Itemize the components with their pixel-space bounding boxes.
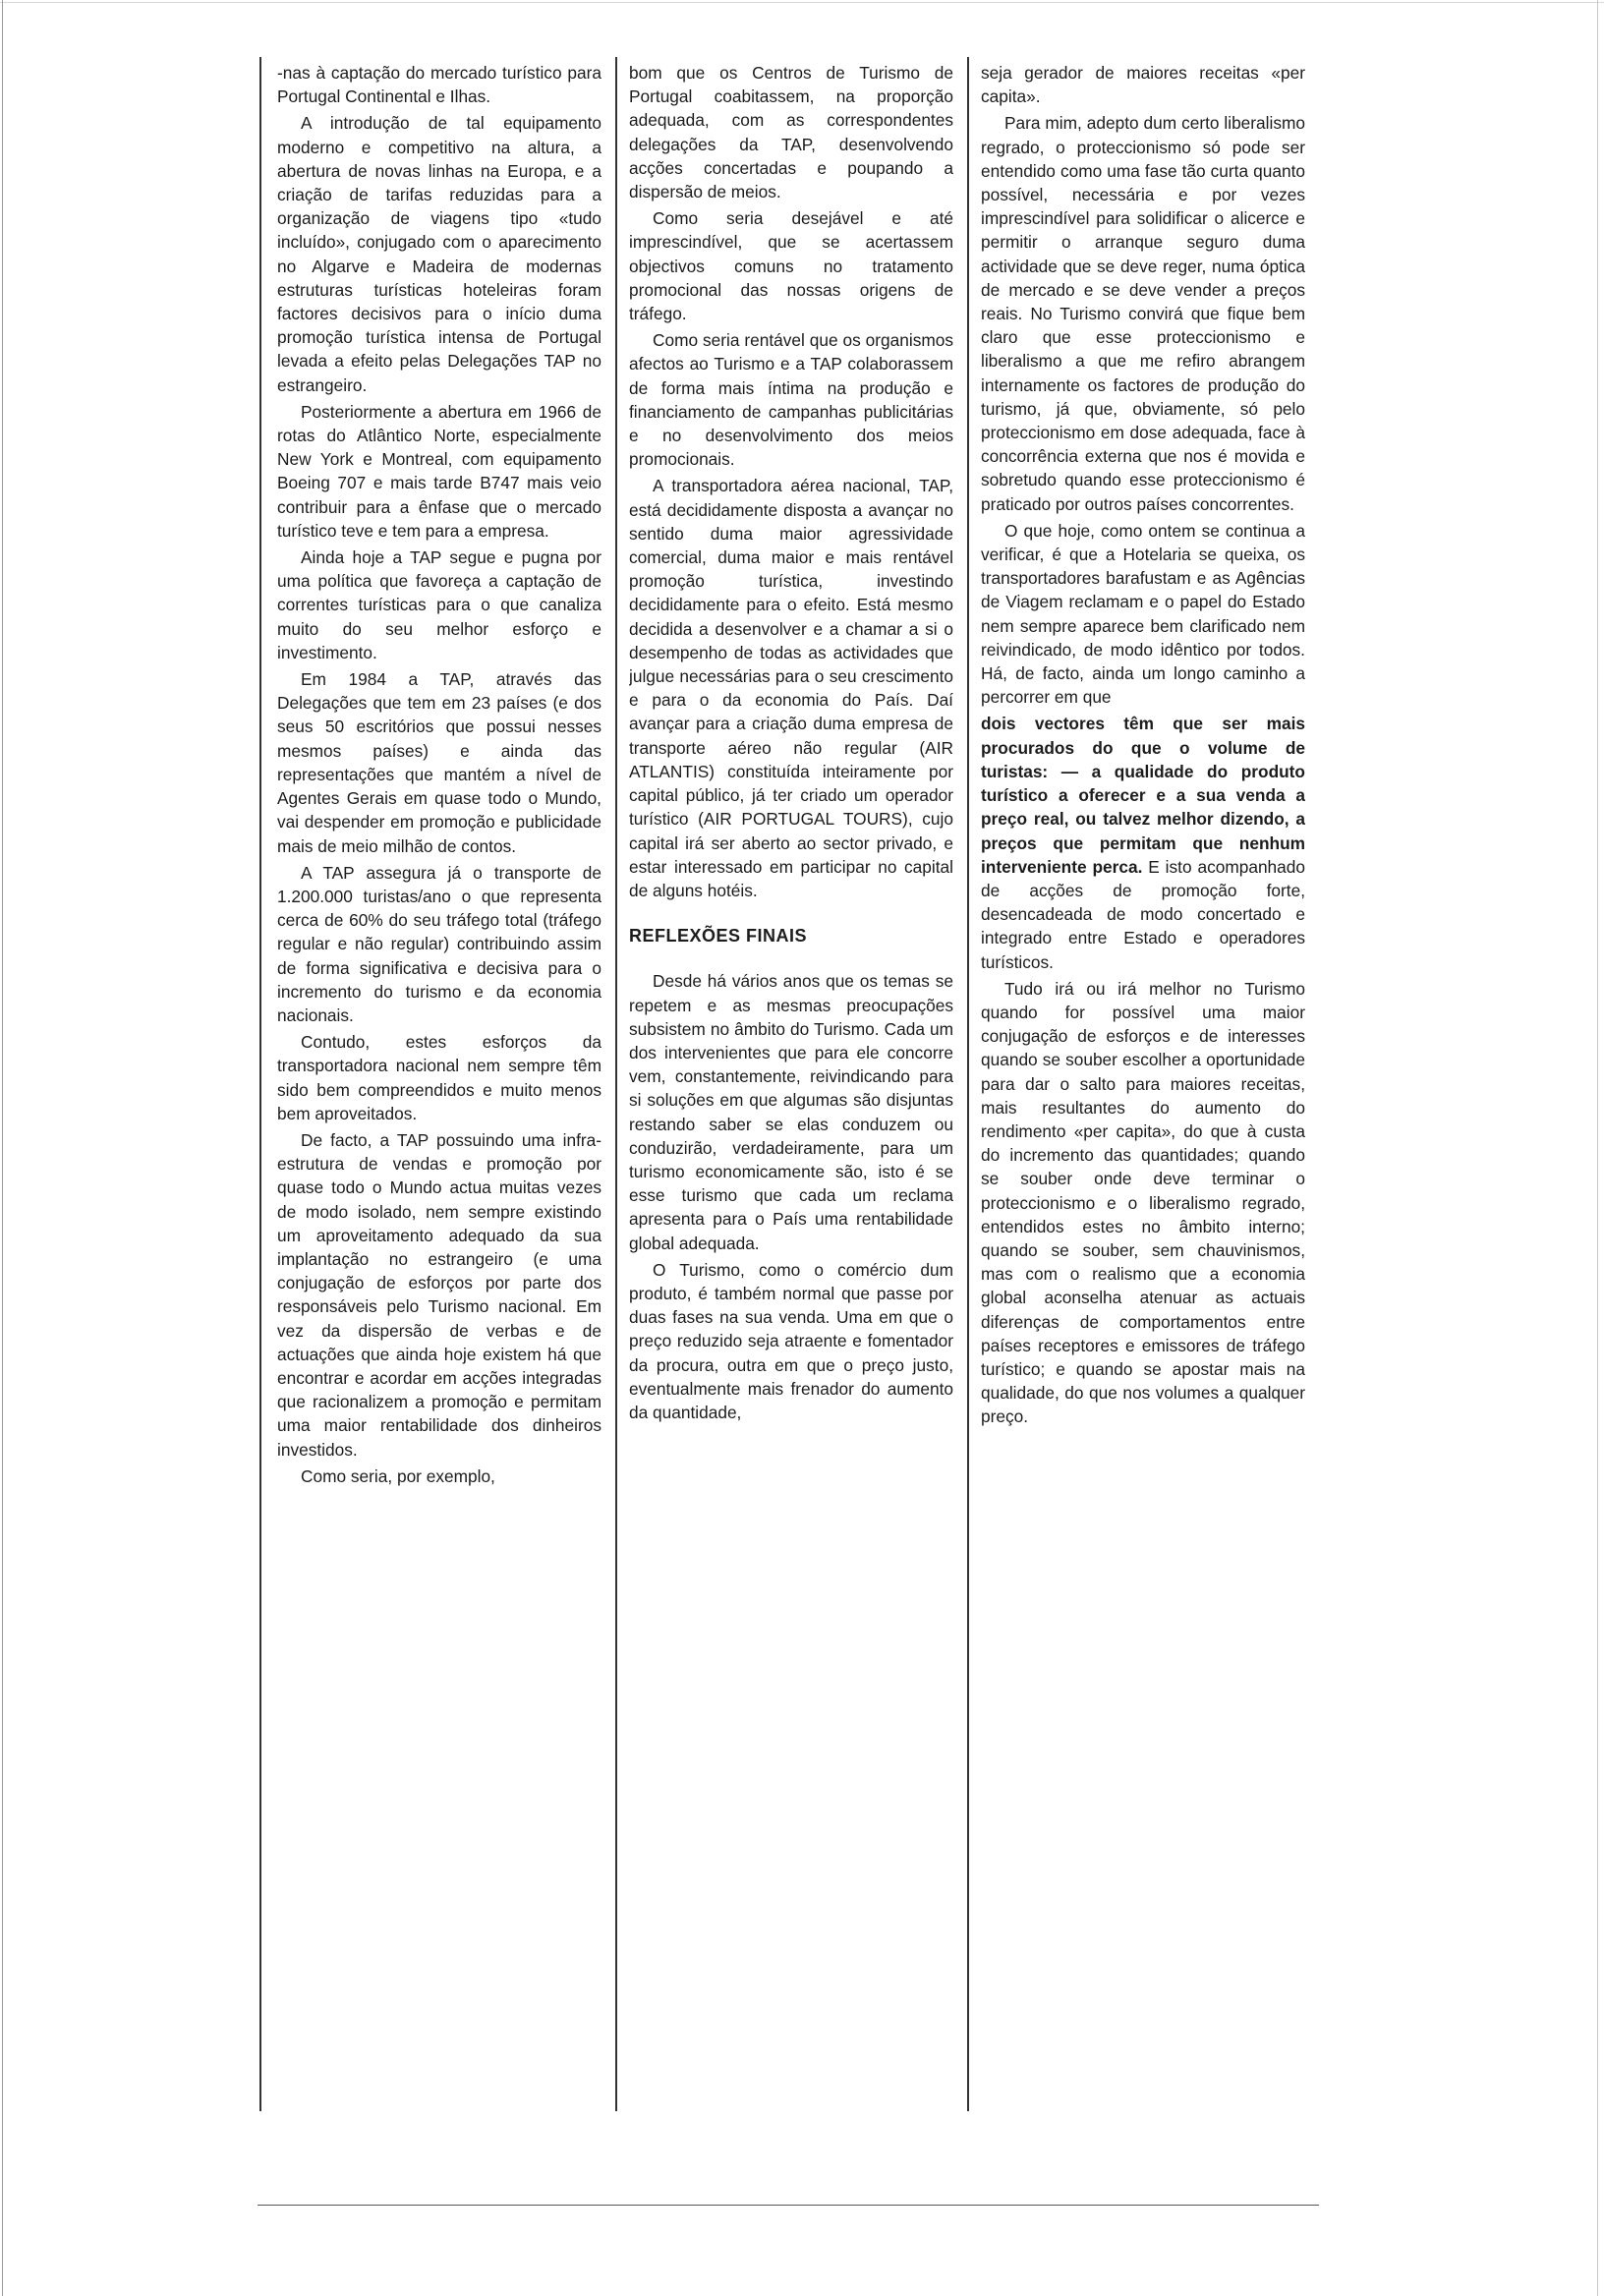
column-rule-right [967, 57, 969, 2111]
paragraph: O que hoje, como ontem se continua a verificar, é que a Hotelaria se queixa, os transportadores barafustam e as Agências de Viagem reclamam e o papel do Estado nem sempre aparece bem clarificado nem reivindicado, de modo idêntico por todos. Há, de facto, ainda um longo caminho a percorrer em que [981, 520, 1305, 708]
paragraph: Ainda hoje a TAP segue e pugna por uma política que favoreça a captação de correntes turísticas para o que canaliza muito do seu melhor esforço e investimento. [277, 547, 602, 662]
emphasis-tail: E isto acompanhado de acções de promoção forte, desencadeada de modo concertado e integrado entre Estado e operadores turísticos. [981, 856, 1305, 972]
paragraph: Em 1984 a TAP, através das Delegações que tem em 23 países (e dos seus 50 escritórios que possui nesses mesmos países) e ainda das representações que mantém a nível de Agentes Gerais em quase todo o Mundo, vai despender em promoção e publicidade mais de meio milhão de contos. [277, 669, 602, 856]
paragraph: Tudo irá ou irá melhor no Turismo quando for possível uma maior conjugação de esforços e de interesses quando se souber escolher a oportunidade para dar o salto para maiores receitas, mais resultantes do aumento do rendimento «per capita», do que à custa do incremento das quantidades; quando se souber onde deve terminar o proteccionismo e o liberalismo regrado, entendidos estes no âmbito interno; quando se souber, sem chauvinismos, mas com o realismo que a economia global aconselha atenuar as actuais diferenças de comportamentos entre países receptores e emissores de tráfego turístico; e quando se apostar mais na qualidade, do que nos volumes a qualquer preço. [981, 978, 1305, 1427]
paragraph: De facto, a TAP possuindo uma infra-estrutura de vendas e promoção por quase todo o Mundo actua muitas vezes de modo isolado, nem sempre existindo um aproveitamento adequado da sua implantação no estrangeiro (e uma conjugação de esforços por parte dos responsáveis pelo Turismo nacional. Em vez da dispersão de verbas e de actuações que ainda hoje existem há que encontrar e acordar em acções integradas que racionalizem a promoção e permitam uma maior rentabilidade dos dinheiros investidos. [277, 1129, 602, 1460]
paragraph: Para mim, adepto dum certo liberalismo regrado, o proteccionismo só pode ser entendido como uma fase tão curta quanto possível, necessária e por vezes imprescindível para solidificar o alicerce e permitir o arranque seguro duma actividade que se deve reger, numa óptica de mercado e se deve vender a preços reais. No Turismo convirá que fique bem claro que esse proteccionismo e liberalismo a que me refiro abrangem internamente os factores de produção do turismo, já que, obviamente, só pelo proteccionismo em dose adequada, face à concorrência externa que nos é movida e sobretudo quando esse proteccionismo é praticado por outros países concorrentes. [981, 113, 1305, 514]
article-column-1 [277, 61, 602, 2115]
article-column-3 [981, 61, 1305, 2115]
paragraph: O Turismo, como o comércio dum produto, é também normal que passe por duas fases na sua venda. Uma em que o preço reduzido seja atraente e fomentador da procura, outra em que o preço justo, eventualmente mais frenador do aumento da quantidade, [629, 1259, 953, 1422]
scan-top-edge [0, 2, 1604, 3]
paragraph: Contudo, estes esforços da transportadora nacional nem sempre têm sido bem compreendidos e muito menos bem aproveitados. [277, 1032, 602, 1123]
paragraph: -nas à captação do mercado turístico para Portugal Continental e Ilhas. [277, 63, 602, 107]
paragraph: A TAP assegura já o transporte de 1.200.000 turistas/ano o que representa cerca de 60% do seu tráfego total (tráfego regular e não regular) contribuindo assim de forma significativa e decisiva para o incremento do turismo e da economia nacionais. [277, 862, 602, 1025]
paragraph: A transportadora aérea nacional, TAP, está decididamente disposta a avançar no sentido duma maior agressividade comercial, duma maior e mais rentável promoção turística, investindo decididamente para o efeito. Está mesmo decidida a desenvolver e a chamar a si o desempenho de todas as actividades que julgue necessárias para o seu crescimento e para o da economia do País. Daí avançar para a criação duma empresa de transporte aéreo não regular (AIR ATLANTIS) constituída inteiramente por capital público, já ter criado um operador turístico (AIR PORTUGAL TOURS), cujo capital irá ser aberto ao sector privado, e estar interessado em participar no capital de alguns hotéis. [629, 476, 953, 900]
paragraph: Posteriormente a abertura em 1966 de rotas do Atlântico Norte, especialmente New York e Montreal, com equipamento Boeing 707 e mais tarde B747 mais veio contribuir para a ênfase que o mercado turístico teve e tem para a empresa. [277, 401, 602, 541]
scan-left-edge [2, 0, 3, 2296]
article-column-2 [629, 61, 953, 2115]
newspaper-page [258, 47, 1319, 2131]
paragraph: bom que os Centros de Turismo de Portugal coabitassem, na proporção adequada, com as correspondentes delegações da TAP, desenvolvendo acções concertadas e poupando a dispersão de meios. [629, 63, 953, 202]
paragraph: A introdução de tal equipamento moderno e competitivo na altura, a abertura de novas linhas na Europa, e a criação de tarifas reduzidas para a organização de viagens tipo «tudo incluído», conjugado com o aparecimento no Algarve e Madeira de modernas estruturas turísticas hoteleiras foram factores decisivos para o início duma promoção turística intensa de Portugal levada a efeito pelas Delegações TAP no estrangeiro. [277, 113, 602, 395]
paragraph: Como seria desejável e até imprescindível, que se acertassem objectivos comuns no tratamento promocional das nossas origens de tráfego. [629, 208, 953, 324]
bottom-rule [258, 2205, 1319, 2206]
section-heading: REFLEXÕES FINAIS [629, 926, 808, 947]
column-rule-middle [615, 57, 617, 2111]
scan-right-edge [1597, 0, 1598, 2296]
paragraph: Como seria rentável que os organismos afectos ao Turismo e a TAP colaborassem de forma mais íntima na produção e financiamento de campanhas publicitárias e no desenvolvimento dos meios promocionais. [629, 330, 953, 470]
emphasis-text: dois vectores têm que ser mais procurados do que o volume de turistas: — a qualidade do produto turístico a oferecer e a sua venda a preço real, ou talvez melhor dizendo, a preços que permitam que nenhum interveniente perca. [981, 714, 1305, 877]
column-rule-left [259, 57, 261, 2111]
paragraph: seja gerador de maiores receitas «per capita». [981, 63, 1305, 107]
paragraph: Desde há vários anos que os temas se repetem e as mesmas preocupações subsistem no âmbito do Turismo. Cada um dos intervenientes que para ele concorre vem, constantemente, reivindicando para si soluções em que algumas são disjuntas restando saber se elas conduzem ou conduzirão, verdadeiramente, para um turismo economicamente são, isto é se esse turismo que cada um reclama apresenta para o País uma rentabilidade global adequada. [629, 971, 953, 1253]
paragraph: Como seria, por exemplo, [301, 1465, 495, 1486]
paragraph-emphasis [981, 712, 1305, 973]
